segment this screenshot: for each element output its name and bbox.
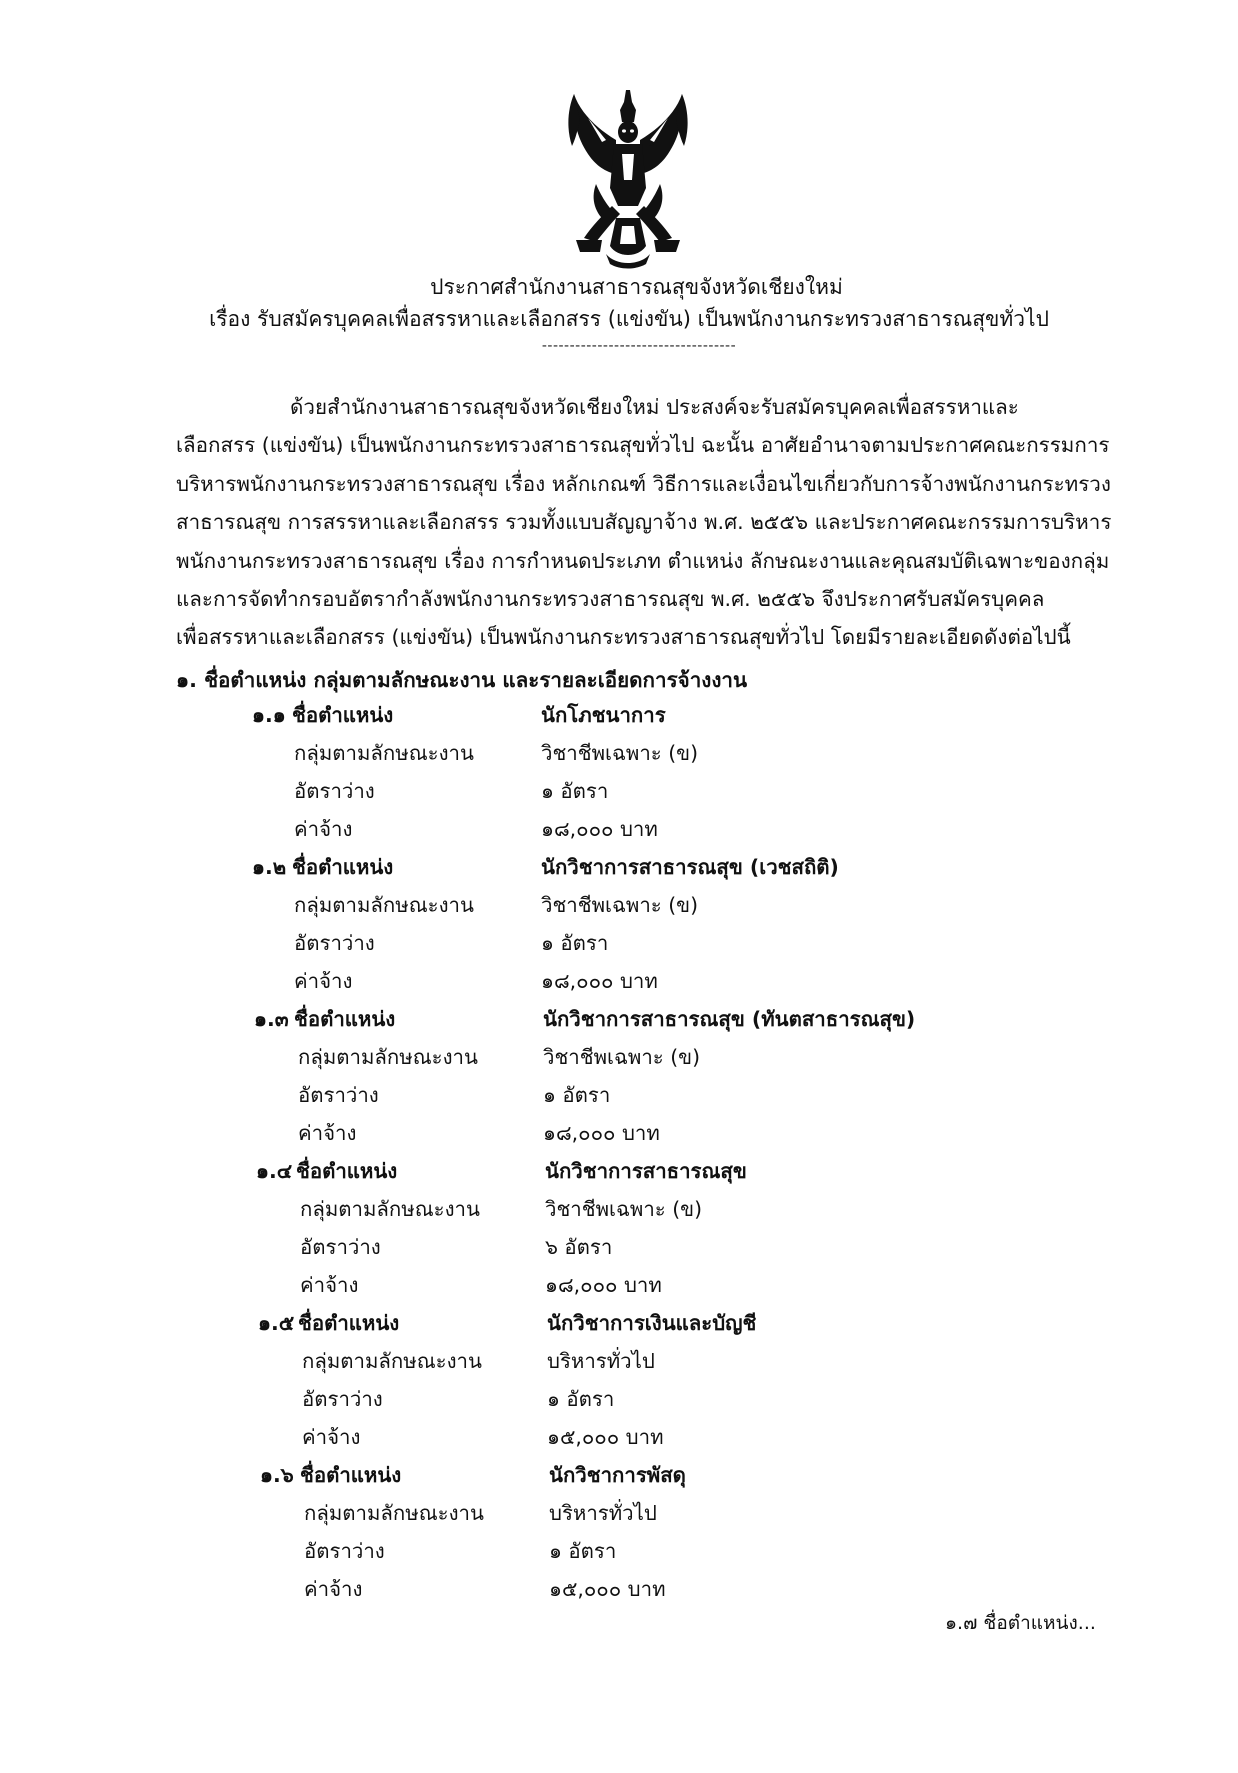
wage-value: ๑๘,๐๐๐ บาท <box>541 817 658 841</box>
wage-value: ๑๘,๐๐๐ บาท <box>541 969 658 993</box>
group-label: กลุ่มตามลักษณะงาน <box>304 1501 484 1525</box>
positions-list <box>0 700 1238 1612</box>
wage-value: ๑๕,๐๐๐ บาท <box>547 1425 664 1449</box>
position-name: นักโภชนาการ <box>541 703 666 727</box>
vacancy-label: อัตราว่าง <box>294 779 375 803</box>
body-line: เลือกสรร (แข่งขัน) เป็นพนักงานกระทรวงสาธารณสุขทั่วไป ฉะนั้น อาศัยอำนาจตามประกาศคณะกรรมการ <box>176 433 1110 458</box>
group-value: บริหารทั่วไป <box>547 1349 655 1373</box>
wage-label: ค่าจ้าง <box>298 1121 357 1145</box>
title-divider: ----------------------------------- <box>541 338 737 354</box>
position-label: ชื่อตำแหน่ง <box>300 1463 402 1487</box>
vacancy-label: อัตราว่าง <box>300 1235 381 1259</box>
garuda-emblem-graphic <box>566 88 690 270</box>
position-label: ชื่อตำแหน่ง <box>294 1007 396 1031</box>
announcement-body <box>176 388 1121 657</box>
wage-label: ค่าจ้าง <box>294 969 353 993</box>
announcement-subject: เรื่อง รับสมัครบุคคลเพื่อสรรหาและเลือกสรร (แข่งขัน) เป็นพนักงานกระทรวงสาธารณสุขทั่วไป <box>209 307 1049 331</box>
group-label: กลุ่มตามลักษณะงาน <box>294 893 474 917</box>
position-number: ๑.๕ <box>258 1311 295 1335</box>
body-line: ด้วยสำนักงานสาธารณสุขจังหวัดเชียงใหม่ ประสงค์จะรับสมัครบุคคลเพื่อสรรหาและ <box>290 395 1019 419</box>
wage-label: ค่าจ้าง <box>304 1577 363 1601</box>
position-item <box>0 852 1238 1004</box>
position-name: นักวิชาการสาธารณสุข <box>545 1159 747 1183</box>
position-item <box>0 700 1238 852</box>
wage-label: ค่าจ้าง <box>300 1273 359 1297</box>
position-label: ชื่อตำแหน่ง <box>292 855 394 879</box>
vacancy-value: ๑ อัตรา <box>547 1387 615 1411</box>
group-label: กลุ่มตามลักษณะงาน <box>294 741 474 765</box>
position-name: นักวิชาการพัสดุ <box>549 1463 686 1487</box>
section-1-heading: ๑. ชื่อตำแหน่ง กลุ่มตามลักษณะงาน และรายละเอียดการจ้างงาน <box>176 668 748 692</box>
announcement-title: ประกาศสำนักงานสาธารณสุขจังหวัดเชียงใหม่ <box>430 275 843 299</box>
wage-value: ๑๘,๐๐๐ บาท <box>545 1273 662 1297</box>
position-name: นักวิชาการเงินและบัญชี <box>547 1311 757 1335</box>
garuda-emblem <box>566 88 690 270</box>
position-item <box>0 1004 1238 1156</box>
vacancy-value: ๑ อัตรา <box>549 1539 617 1563</box>
vacancy-value: ๑ อัตรา <box>541 931 609 955</box>
position-name: นักวิชาการสาธารณสุข (ทันตสาธารณสุข) <box>543 1007 916 1031</box>
vacancy-label: อัตราว่าง <box>298 1083 379 1107</box>
body-line: สาธารณสุข การสรรหาและเลือกสรร รวมทั้งแบบสัญญาจ้าง พ.ศ. ๒๕๕๖ และประกาศคณะกรรมการบริหาร <box>176 510 1112 535</box>
wage-label: ค่าจ้าง <box>302 1425 361 1449</box>
group-value: วิชาชีพเฉพาะ (ข) <box>545 1197 703 1221</box>
group-value: วิชาชีพเฉพาะ (ข) <box>541 741 699 765</box>
wage-label: ค่าจ้าง <box>294 817 353 841</box>
continuation-marker: ๑.๗ ชื่อตำแหน่ง... <box>945 1612 1096 1634</box>
wage-value: ๑๘,๐๐๐ บาท <box>543 1121 660 1145</box>
body-line: เพื่อสรรหาและเลือกสรร (แข่งขัน) เป็นพนักงานกระทรวงสาธารณสุขทั่วไป โดยมีรายละเอียดดังต่อไปนี้ <box>176 625 1071 650</box>
vacancy-label: อัตราว่าง <box>304 1539 385 1563</box>
position-label: ชื่อตำแหน่ง <box>298 1311 400 1335</box>
vacancy-value: ๑ อัตรา <box>541 779 609 803</box>
group-label: กลุ่มตามลักษณะงาน <box>302 1349 482 1373</box>
position-item <box>0 1308 1238 1460</box>
wage-value: ๑๕,๐๐๐ บาท <box>549 1577 666 1601</box>
group-label: กลุ่มตามลักษณะงาน <box>298 1045 478 1069</box>
position-number: ๑.๒ <box>252 855 287 879</box>
group-value: วิชาชีพเฉพาะ (ข) <box>543 1045 701 1069</box>
position-label: ชื่อตำแหน่ง <box>296 1159 398 1183</box>
position-label: ชื่อตำแหน่ง <box>292 703 394 727</box>
body-line: พนักงานกระทรวงสาธารณสุข เรื่อง การกำหนดประเภท ตำแหน่ง ลักษณะงานและคุณสมบัติเฉพาะของกลุ่ม <box>176 548 1110 573</box>
announcement-header <box>0 271 1238 357</box>
vacancy-label: อัตราว่าง <box>294 931 375 955</box>
position-item <box>0 1460 1238 1612</box>
group-value: บริหารทั่วไป <box>549 1501 657 1525</box>
body-line: และการจัดทำกรอบอัตรากำลังพนักงานกระทรวงสาธารณสุข พ.ศ. ๒๕๕๖ จึงประกาศรับสมัครบุคคล <box>176 587 1045 612</box>
position-number: ๑.๔ <box>256 1159 293 1183</box>
vacancy-value: ๖ อัตรา <box>545 1235 613 1259</box>
group-label: กลุ่มตามลักษณะงาน <box>300 1197 480 1221</box>
position-number: ๑.๓ <box>254 1007 289 1031</box>
group-value: วิชาชีพเฉพาะ (ข) <box>541 893 699 917</box>
vacancy-label: อัตราว่าง <box>302 1387 383 1411</box>
position-name: นักวิชาการสาธารณสุข (เวชสถิติ) <box>541 855 839 879</box>
position-number: ๑.๑ <box>252 703 286 727</box>
vacancy-value: ๑ อัตรา <box>543 1083 611 1107</box>
position-number: ๑.๖ <box>260 1463 294 1487</box>
position-item <box>0 1156 1238 1308</box>
body-line: บริหารพนักงานกระทรวงสาธารณสุข เรื่อง หลักเกณฑ์ วิธีการและเงื่อนไขเกี่ยวกับการจ้างพนักงานกระทรวง <box>176 471 1111 496</box>
